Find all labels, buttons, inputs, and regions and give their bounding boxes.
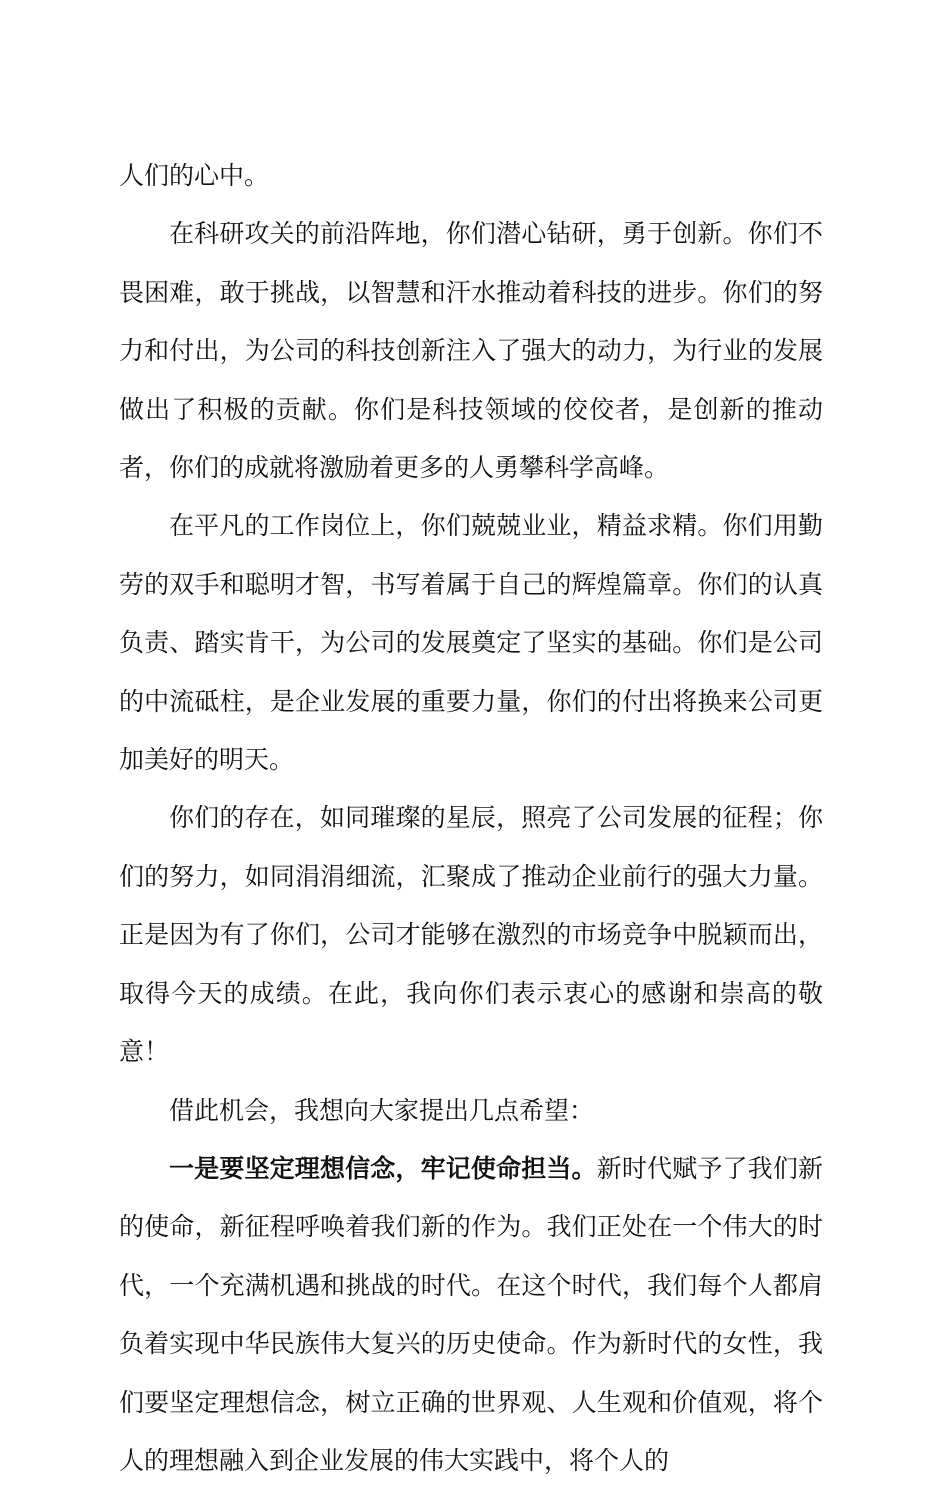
paragraph-continuation: 人们的心中。 <box>119 161 270 190</box>
paragraph-research: 在科研攻关的前沿阵地，你们潜心钻研，勇于创新。你们不畏困难，敢于挑战，以智慧和汗水推动着科技的进步。你们的努力和付出，为公司的科技创新注入了强大的动力，为行业的发展做出了积极的贡献。你们是科技领域的佼佼者，是创新的推动者，你们的成就将激励着更多的人勇攀科学高峰。 <box>119 219 823 483</box>
paragraph-hope-one <box>119 1140 823 1490</box>
hope-one-text: 新时代赋予了我们新的使命，新征程呼唤着我们新的作为。我们正处在一个伟大的时代，一个充满机遇和挑战的时代。在这个时代，我们每个人都肩负着实现中华民族伟大复兴的历史使命。作为新时代的女性，我们要坚定理想信念，树立正确的世界观、人生观和价值观，将个人的理想融入到企业发展的伟大实践中，将个人的 <box>119 1153 823 1475</box>
hope-one-heading: 一是要坚定理想信念，牢记使命担当。 <box>169 1153 597 1183</box>
paragraph-hopes-intro: 借此机会，我想向大家提出几点希望： <box>169 1095 595 1125</box>
document-body <box>119 147 823 1490</box>
paragraph-gratitude: 你们的存在，如同璀璨的星辰，照亮了公司发展的征程；你们的努力，如同涓涓细流，汇聚成了推动企业前行的强大力量。正是因为有了你们，公司才能够在激烈的市场竞争中脱颖而出，取得今天的成绩。在此，我向你们表示衷心的感谢和崇高的敬意！ <box>119 803 823 1067</box>
paragraph-ordinary-posts: 在平凡的工作岗位上，你们兢兢业业，精益求精。你们用勤劳的双手和聪明才智，书写着属于自己的辉煌篇章。你们的认真负责、踏实肯干，为公司的发展奠定了坚实的基础。你们是公司的中流砥柱，是企业发展的重要力量，你们的付出将换来公司更加美好的明天。 <box>119 511 823 775</box>
